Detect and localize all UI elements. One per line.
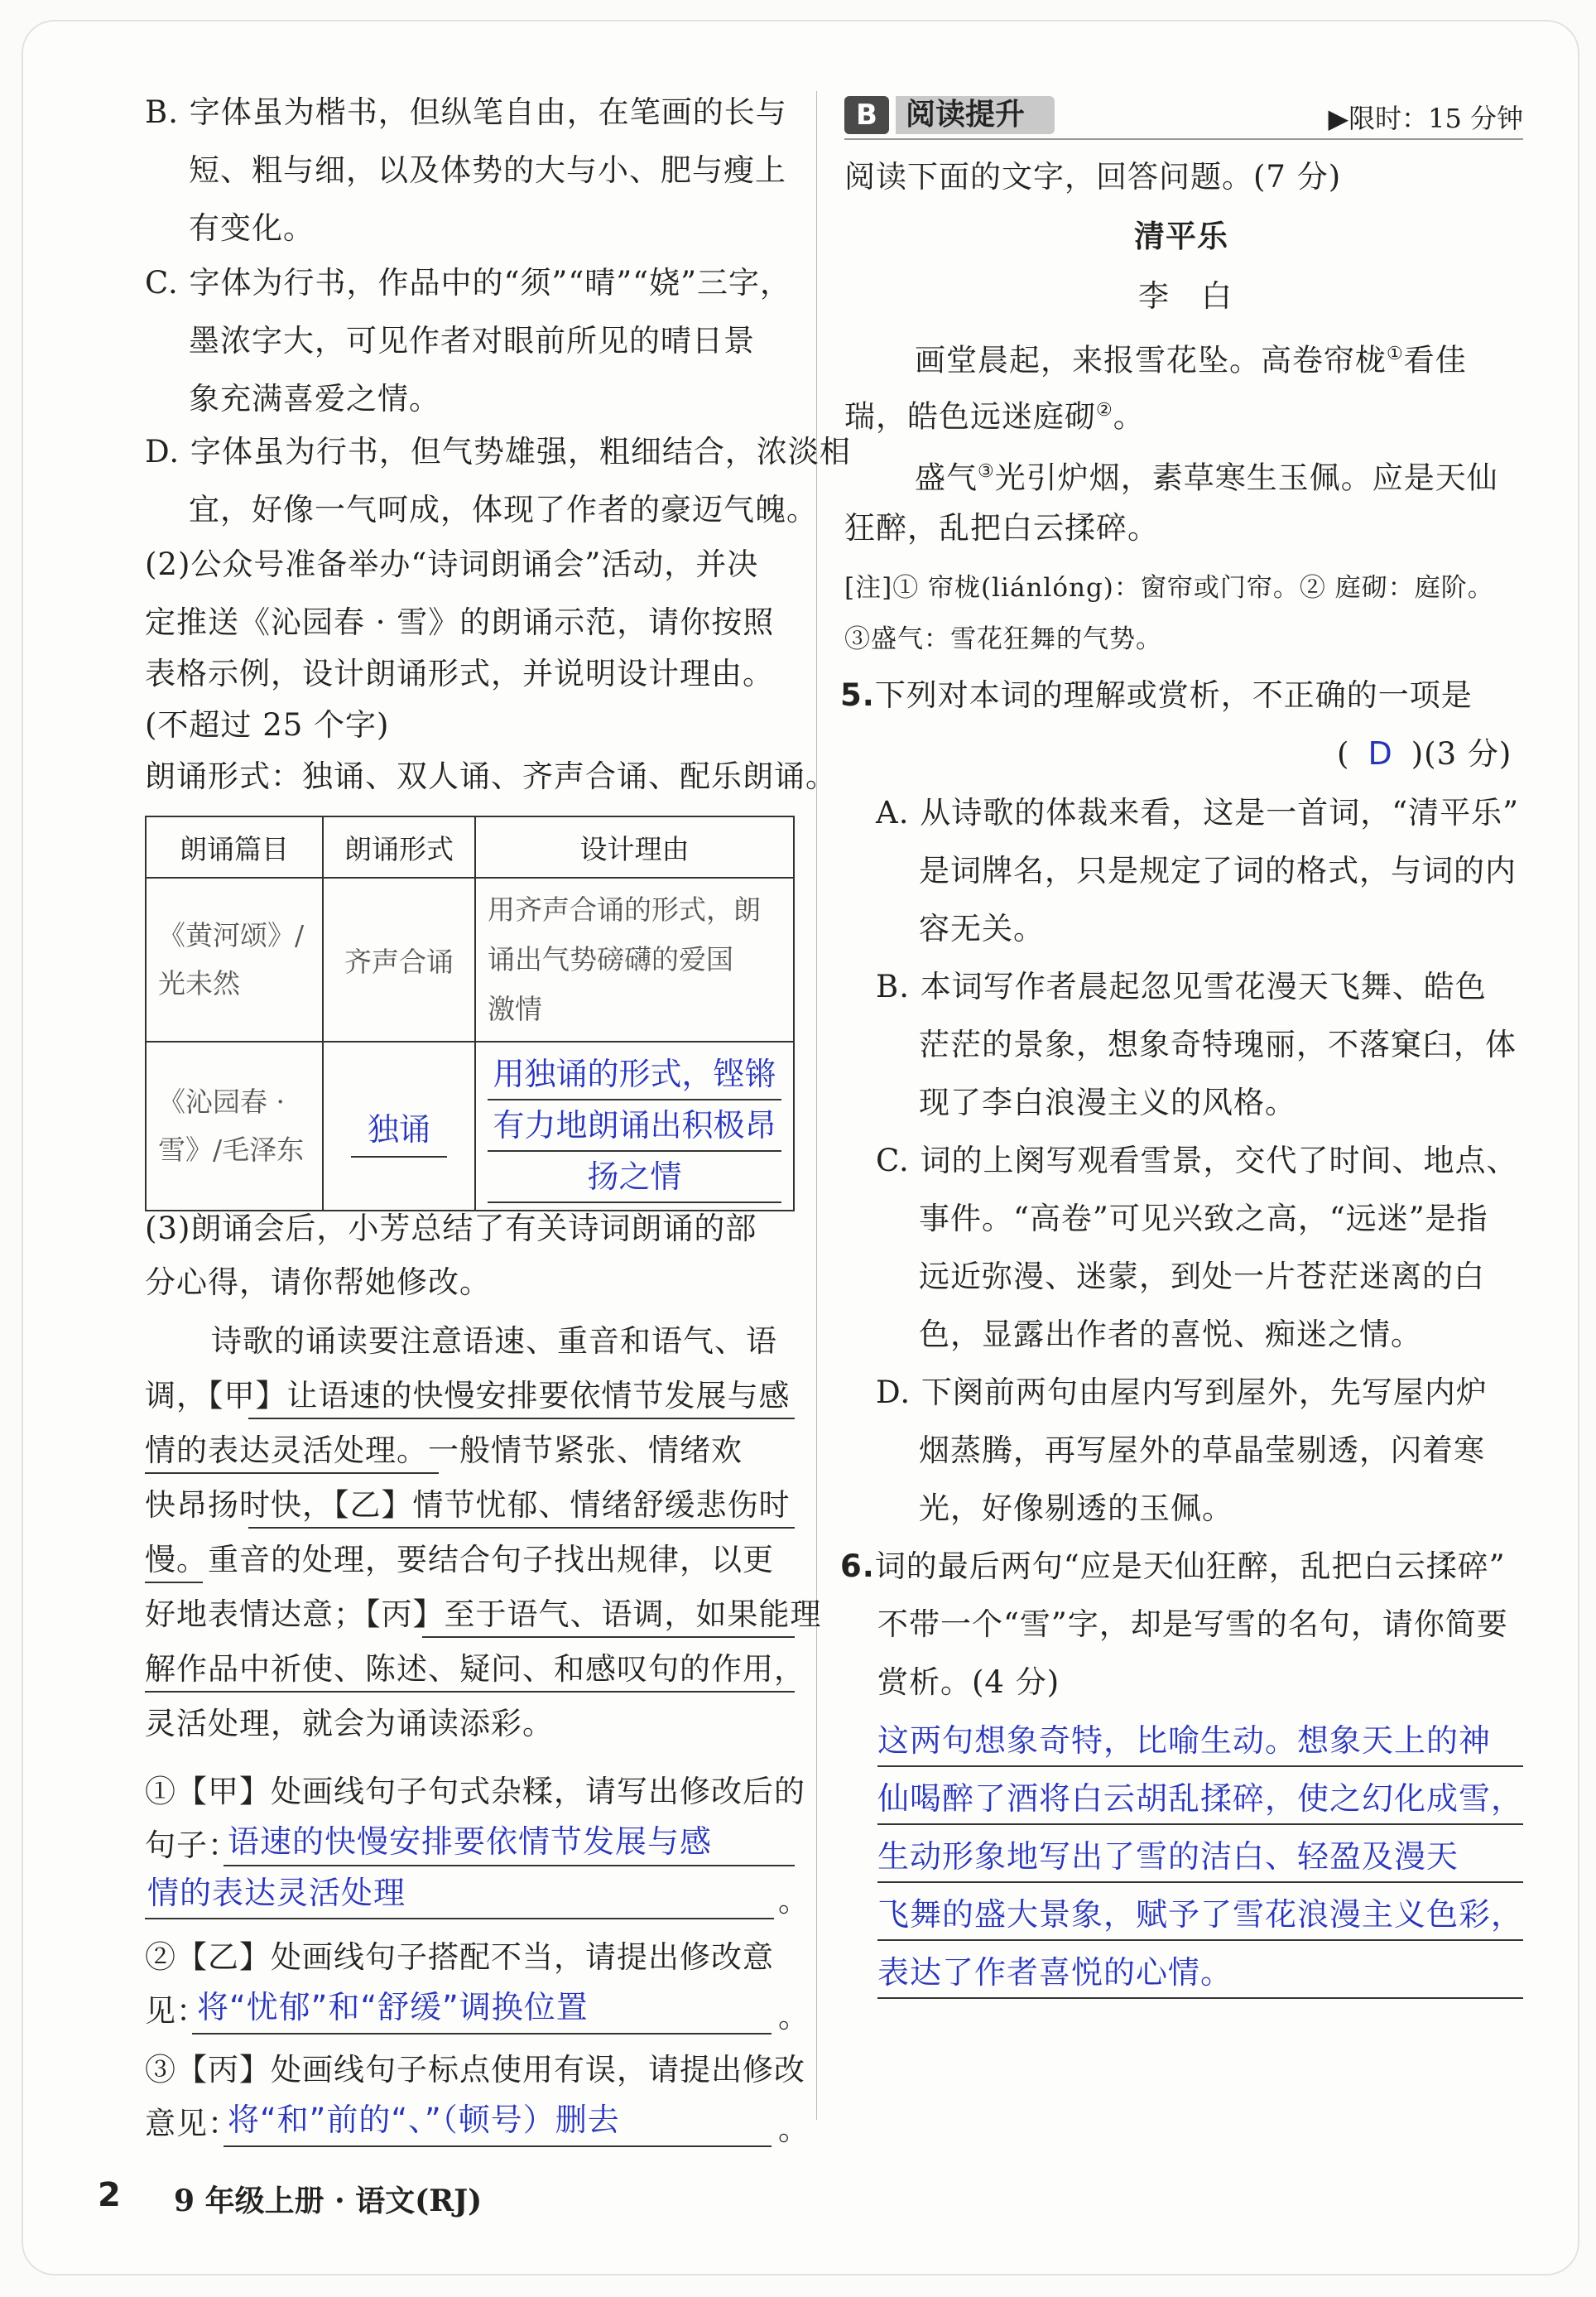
poem-text: 瑞，皓色远迷庭砌 <box>844 398 1096 435</box>
poem-text: 盛气 <box>915 460 978 496</box>
option-b-line2: 短、粗与细，以及体势的大与小、肥与瘦上 <box>189 152 786 188</box>
option-d-line1: D. 字体虽为行书，但气势雄强，粗细结合，浓淡相 <box>145 434 851 470</box>
sub-q1: ①【甲】处画线句子句式杂糅，请写出修改后的 <box>145 1774 805 1809</box>
q2-line3: 表格示例，设计朗诵形式，并说明设计理由。 <box>145 656 774 691</box>
passage-line: 诗歌的诵读要注意语速、重音和语气、语 <box>211 1323 777 1359</box>
answer-line <box>877 1997 1523 1999</box>
answer-line <box>192 2033 772 2035</box>
q3-line1: (3)朗诵会后，小芳总结了有关诗词朗诵的部 <box>145 1211 757 1246</box>
form-answer: 独诵 <box>351 1111 447 1158</box>
table-row <box>146 1042 794 1211</box>
sub-q1-lead: 句子： <box>145 1827 239 1863</box>
q5-line <box>840 676 1473 715</box>
sub-q3: ③【丙】处画线句子标点使用有误，请提出修改 <box>145 2052 805 2088</box>
passage-line: 慢。重音的处理，要结合句子找出规律，以更 <box>145 1542 774 1577</box>
sub-q2-answer[interactable]: 将“忧郁”和“舒缓”调换位置 <box>197 1989 589 2025</box>
sub-q3-lead: 意见： <box>145 2106 239 2141</box>
passage-line: 好地表情达意；【丙】至于语气、语调，如果能理 <box>145 1596 822 1632</box>
note-marker: ① <box>1387 344 1404 364</box>
section-header <box>844 93 1523 142</box>
q6-line <box>840 1547 1506 1587</box>
passage-text: 调，【甲】让语速的快慢安排要依情节发展与感 <box>145 1378 791 1413</box>
q5-answer-line <box>1337 734 1512 774</box>
passage-line: 灵活处理，就会为诵读添彩。 <box>145 1706 554 1741</box>
q5-option-b: B. 本词写作者晨起忽见雪花漫天飞舞、皓色 <box>876 969 1487 1004</box>
underline-yi <box>248 1527 795 1529</box>
option-c-line1: C. 字体为行书，作品中的“须”“晴”“娆”三字， <box>145 265 792 301</box>
table-cell-reason-answer[interactable] <box>475 1042 794 1211</box>
section-badge: B <box>844 96 889 134</box>
note-marker: ② <box>1096 400 1113 421</box>
book-title: 9 年级上册 · 语文(RJ) <box>174 2184 483 2218</box>
q5-option-c: 远近弥漫、迷蒙，到处一片苍茫迷离的白 <box>919 1259 1485 1294</box>
passage-line: 情的表达灵活处理。一般情节紧张、情绪欢 <box>145 1433 743 1468</box>
q5-option-d: D. 下阕前两句由屋内写到屋外，先写屋内炉 <box>876 1375 1488 1410</box>
title-line: 《沁园春 · <box>158 1086 285 1118</box>
score: )(3 分) <box>1411 736 1512 772</box>
poem-line <box>915 335 1467 380</box>
underline-jia <box>145 1472 439 1474</box>
header-rule <box>844 138 1523 140</box>
option-c-line3: 象充满喜爱之情。 <box>189 381 440 417</box>
time-limit: ▶限时：15 分钟 <box>1328 103 1523 134</box>
title-line: 《黄河颂》/ <box>158 919 305 951</box>
underline-bing <box>422 1636 795 1638</box>
q6-answer-line[interactable]: 仙喝醉了酒将白云胡乱揉碎，使之幻化成雪， <box>877 1780 1524 1817</box>
q6-line: 赏析。(4 分) <box>877 1664 1060 1700</box>
answer-line <box>224 2145 772 2147</box>
q6-number: 6. <box>840 1548 875 1584</box>
q2-line2: 定推送《沁园春 · 雪》的朗诵示范，请你按照 <box>145 604 775 640</box>
note-marker: ③ <box>978 461 995 482</box>
q6-line: 不带一个“雪”字，却是写雪的名句，请你简要 <box>877 1606 1508 1642</box>
sub-q1-answer-line1[interactable]: 语速的快慢安排要依情节发展与感 <box>228 1823 713 1860</box>
underline-yi <box>145 1582 203 1583</box>
title-line: 雪》/毛泽东 <box>158 1134 305 1166</box>
sub-q2: ②【乙】处画线句子搭配不当，请提出修改意 <box>145 1939 774 1975</box>
poem-notes: ③盛气：雪花狂舞的气势。 <box>844 624 1162 654</box>
q3-line2: 分心得，请你帮她修改。 <box>145 1264 491 1300</box>
option-b-line1: B. 字体虽为楷书，但纵笔自由，在笔画的长与 <box>145 94 787 130</box>
q5-number: 5. <box>840 677 875 713</box>
reason-line: 用齐声合诵的形式，朗 <box>488 893 761 926</box>
q5-option-c: C. 词的上阕写观看雪景，交代了时间、地点、 <box>876 1143 1518 1178</box>
poem-text: 光引炉烟，素草寒生玉佩。应是天仙 <box>994 460 1498 496</box>
poem-line: 狂醉，乱把白云揉碎。 <box>844 510 1159 546</box>
table-header: 设计理由 <box>475 816 794 878</box>
reason-answer-line: 用独诵的形式，铿锵 <box>488 1049 781 1100</box>
reason-line: 激情 <box>488 993 542 1025</box>
q6-text: 词的最后两句“应是天仙狂醉，乱把白云揉碎” <box>874 1548 1506 1584</box>
underline-jia <box>248 1418 795 1419</box>
sub-q3-answer[interactable]: 将“和”前的“、”（顿号）删去 <box>228 2102 620 2138</box>
option-c-line2: 墨浓字大，可见作者对眼前所见的晴日景 <box>189 323 755 359</box>
table-cell-title <box>146 1042 323 1211</box>
poem-text: 。 <box>1113 398 1145 435</box>
q5-option-a: 是词牌名，只是规定了词的格式，与词的内 <box>919 853 1517 888</box>
passage-line: 快昂扬时快，【乙】情节忧郁、情绪舒缓悲伤时 <box>145 1487 791 1523</box>
sub-q2-end: 。 <box>778 1999 810 2035</box>
table-row <box>146 878 794 1042</box>
answer-line <box>877 1881 1523 1883</box>
q5-text: 下列对本词的理解或赏析，不正确的一项是 <box>874 677 1473 713</box>
column-divider <box>816 91 817 2120</box>
q6-answer-line[interactable]: 这两句想象奇特，比喻生动。想象天上的神 <box>877 1722 1492 1759</box>
option-d-line2: 宜，好像一气呵成，体现了作者的豪迈气魄。 <box>189 492 818 527</box>
answer-line <box>877 1939 1523 1941</box>
underline-bing <box>145 1691 795 1693</box>
recitation-table <box>145 816 795 1211</box>
reason-line: 诵出气势磅礴的爱国 <box>488 943 733 975</box>
sub-q1-answer-line2[interactable]: 情的表达灵活处理 <box>147 1875 406 1911</box>
q5-option-b: 茫茫的景象，想象奇特瑰丽，不落窠臼，体 <box>919 1027 1517 1062</box>
q6-answer-line[interactable]: 飞舞的盛大景象，赋予了雪花浪漫主义色彩， <box>877 1896 1524 1933</box>
option-b-line3: 有变化。 <box>189 210 315 246</box>
section-title: 阅读提升 <box>896 96 1055 134</box>
answer-line <box>224 1865 795 1866</box>
answer-line <box>145 1918 774 1919</box>
table-cell-form-answer[interactable] <box>323 1042 475 1211</box>
q2-line4: (不超过 25 个字) <box>145 707 390 743</box>
q2-line1: (2)公众号准备举办“诗词朗诵会”活动，并决 <box>145 547 759 582</box>
passage-line <box>145 1376 791 1416</box>
q5-option-b: 现了李白浪漫主义的风格。 <box>919 1085 1296 1120</box>
poem-notes: [注]① 帘栊(liánlóng)：窗帘或门帘。② 庭砌：庭阶。 <box>844 573 1494 603</box>
table-header: 朗诵形式 <box>323 816 475 878</box>
q5-option-d: 光，好像剔透的玉佩。 <box>919 1490 1233 1526</box>
answer-line <box>877 1765 1523 1767</box>
poem-author: 李 白 <box>1138 278 1233 314</box>
poem-line <box>844 391 1145 436</box>
poem-title: 清平乐 <box>1134 219 1228 254</box>
poem-line <box>915 452 1498 498</box>
poem-text: 看佳 <box>1403 342 1467 378</box>
paren: ( <box>1337 736 1350 772</box>
reason-answer-line: 扬之情 <box>488 1152 781 1203</box>
q5-option-a: A. 从诗歌的体裁来看，这是一首词，“清平乐” <box>876 795 1520 831</box>
answer-line <box>877 1823 1523 1825</box>
table-cell-form: 齐声合诵 <box>323 878 475 1042</box>
poem-text: 画堂晨起，来报雪花坠。高卷帘栊 <box>915 342 1387 378</box>
q5-answer[interactable]: D <box>1368 735 1393 772</box>
passage-line: 解作品中祈使、陈述、疑问、和感叹句的作用， <box>145 1651 805 1687</box>
table-cell-title <box>146 878 323 1042</box>
reason-answer-line: 有力地朗诵出积极昂 <box>488 1100 781 1152</box>
q5-option-d: 烟蒸腾，再写屋外的草晶莹剔透，闪着寒 <box>919 1433 1485 1468</box>
q6-answer-line[interactable]: 表达了作者喜悦的心情。 <box>877 1954 1233 1991</box>
sub-q1-end: 。 <box>778 1883 810 1919</box>
q5-option-a: 容无关。 <box>919 911 1045 946</box>
q5-option-c: 色，显露出作者的喜悦、痴迷之情。 <box>919 1317 1422 1352</box>
sub-q2-lead: 见： <box>145 1993 208 2029</box>
recitation-forms: 朗诵形式：独诵、双人诵、齐声合诵、配乐朗诵。 <box>145 758 837 794</box>
q6-answer-line[interactable]: 生动形象地写出了雪的洁白、轻盈及漫天 <box>877 1838 1459 1875</box>
q5-option-c: 事件。“高卷”可见兴致之高，“远迷”是指 <box>919 1201 1488 1236</box>
title-line: 光未然 <box>158 967 240 999</box>
page-number: 2 <box>98 2176 121 2214</box>
table-header: 朗诵篇目 <box>146 816 323 878</box>
sub-q3-end: 。 <box>778 2112 810 2147</box>
reading-intro: 阅读下面的文字，回答问题。(7 分) <box>844 159 1342 195</box>
table-cell-reason <box>475 878 794 1042</box>
